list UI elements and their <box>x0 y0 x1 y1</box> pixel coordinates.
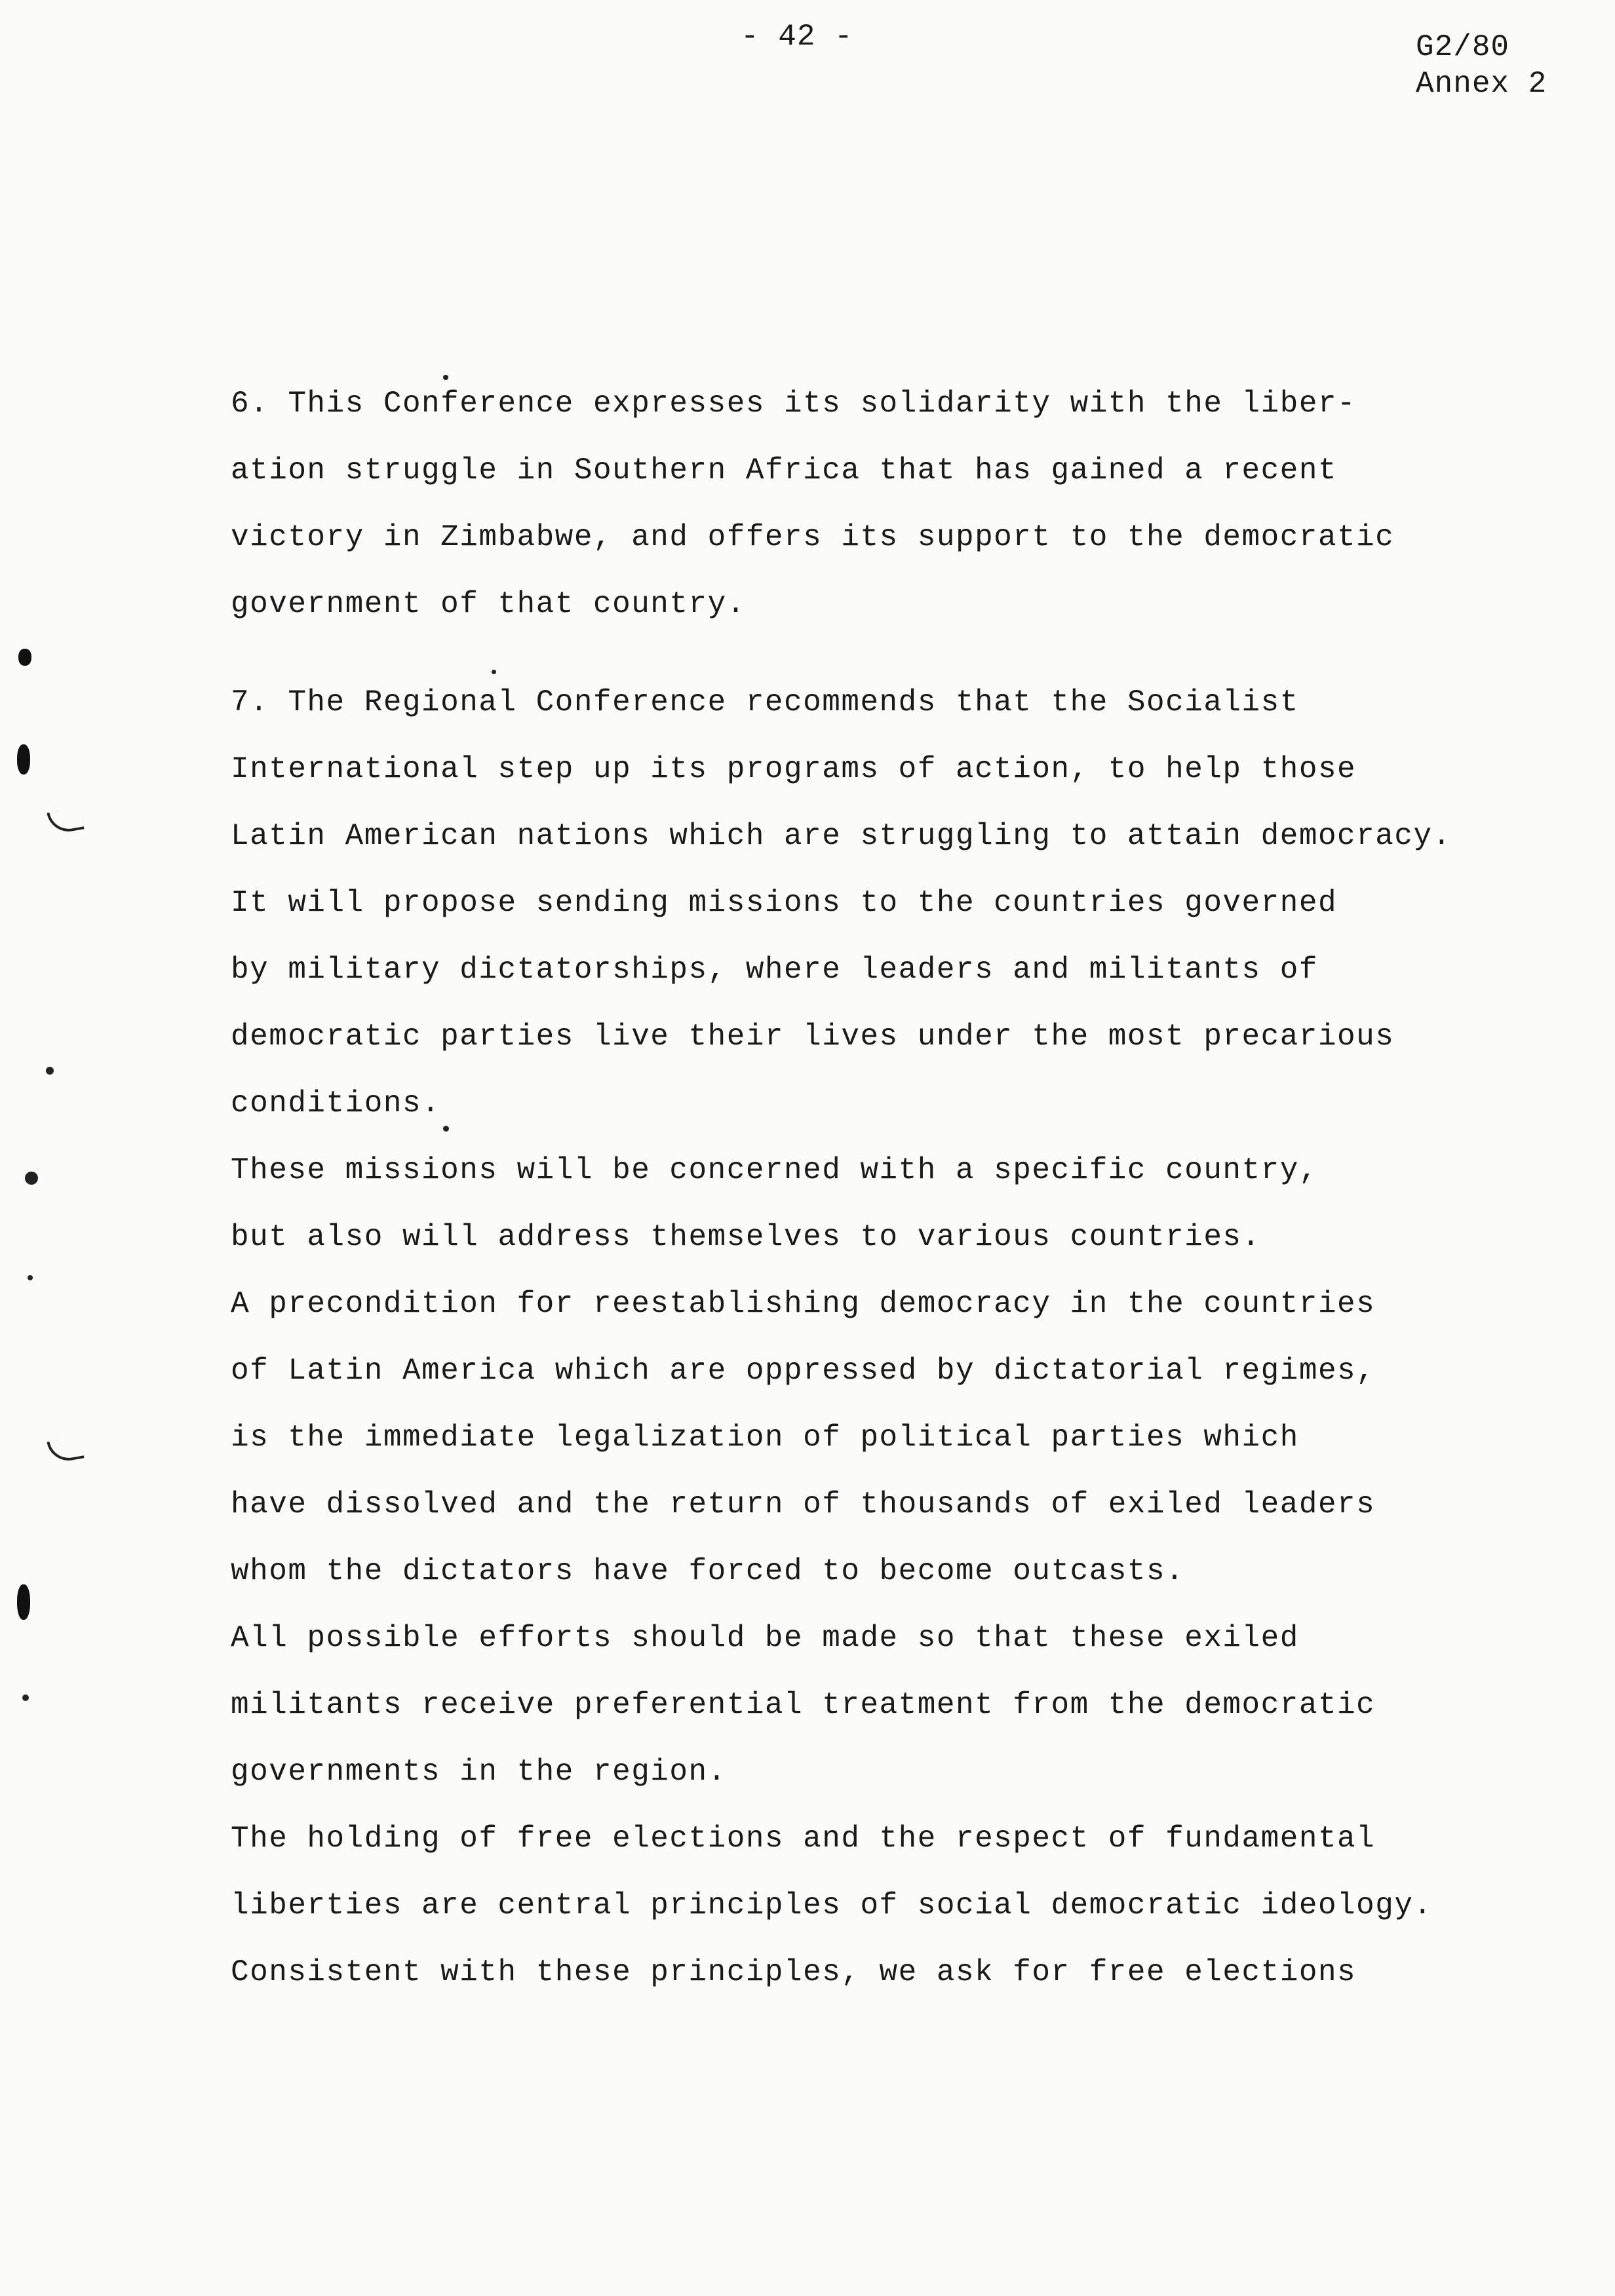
punch-hole-mark <box>17 744 30 775</box>
text-line: victory in Zimbabwe, and offers its support to the democratic <box>231 520 1395 554</box>
document-reference <box>1416 29 1547 102</box>
scan-speck <box>443 375 448 380</box>
scan-speck <box>28 1275 33 1280</box>
doc-ref-code: G2/80 <box>1416 30 1510 64</box>
text-line: liberties are central principles of social democratic ideology. <box>231 1888 1433 1923</box>
text-line: militants receive preferential treatment from the democratic <box>231 1688 1376 1722</box>
text-line: governments in the region. <box>231 1755 727 1789</box>
text-line: All possible efforts should be made so that these exiled <box>231 1621 1299 1655</box>
text-line: conditions. <box>231 1086 441 1120</box>
text-line: by military dictatorships, where leaders and militants of <box>231 953 1318 987</box>
scan-speck <box>492 670 496 674</box>
text-line: International step up its programs of action, to help those <box>231 752 1357 786</box>
text-line: have dissolved and the return of thousands of exiled leaders <box>231 1487 1376 1521</box>
text-line: 7. The Regional Conference recommends that the Socialist <box>231 685 1299 719</box>
text-line: A precondition for reestablishing democracy in the countries <box>231 1287 1376 1321</box>
doc-ref-annex: Annex 2 <box>1416 67 1547 101</box>
scan-curve-mark <box>47 1436 84 1464</box>
text-line: is the immediate legalization of political parties which <box>231 1421 1299 1455</box>
punch-hole-mark <box>17 1584 30 1620</box>
scan-speck <box>46 1067 54 1075</box>
text-line: ation struggle in Southern Africa that has gained a recent <box>231 453 1338 488</box>
scan-speck <box>25 1172 38 1185</box>
text-line: whom the dictators have forced to become outcasts. <box>231 1554 1185 1588</box>
scan-curve-mark <box>47 807 84 835</box>
text-line: The holding of free elections and the respect of fundamental <box>231 1822 1376 1856</box>
text-line: of Latin America which are oppressed by dictatorial regimes, <box>231 1354 1376 1388</box>
punch-hole-mark <box>18 649 31 666</box>
scan-speck <box>443 1126 449 1132</box>
text-line: These missions will be concerned with a specific country, <box>231 1153 1318 1187</box>
text-line: It will propose sending missions to the countries governed <box>231 886 1338 920</box>
scan-speck <box>22 1694 29 1701</box>
text-line: but also will address themselves to various countries. <box>231 1220 1261 1254</box>
page-number: - 42 - <box>741 20 853 54</box>
text-line: democratic parties live their lives under the most precarious <box>231 1020 1395 1054</box>
text-line: Consistent with these principles, we ask for free elections <box>231 1955 1357 1989</box>
text-line: 6. This Conference expresses its solidarity with the liber- <box>231 387 1357 421</box>
text-line: Latin American nations which are struggling to attain democracy. <box>231 819 1452 853</box>
text-line: government of that country. <box>231 587 746 621</box>
